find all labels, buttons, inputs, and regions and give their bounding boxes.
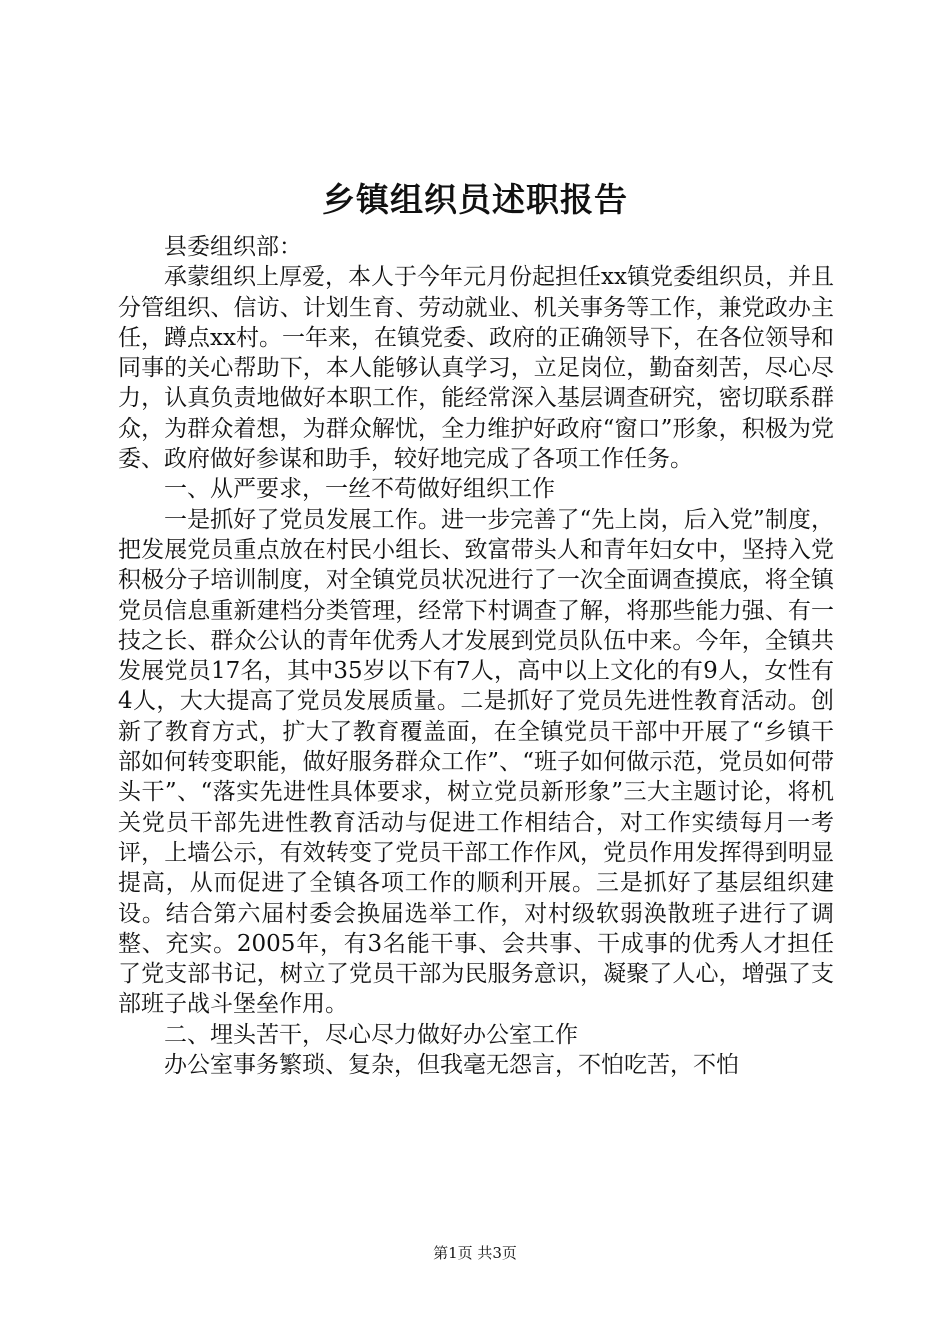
paragraph-organization: 一是抓好了党员发展工作。进一步完善了“先上岗，后入党”制度，把发展党员重点放在村民小组长、致富带头人和青年妇女中，坚持入党积极分子培训制度，对全镇党员状况进行了一次全面调查摸底，将全镇党员信息重新建档分类管理，经常下村调查了解，将那些能力强、有一技之长、群众公认的青年优秀人才发展到党员队伍中来。今年，全镇共发展党员17名，其中35岁以下有7人，高中以上文化的有9人，女性有4人，大大提高了党员发展质量。二是抓好了党员先进性教育活动。创新了教育方式，扩大了教育覆盖面，在全镇党员干部中开展了“乡镇干部如何转变职能，做好服务群众工作”、“班子如何做示范，党员如何带头干”、“落实先进性具体要求，树立党员新形象”三大主题讨论，将机关党员干部先进性教育活动与促进工作相结合，对工作实绩每月一考评，上墙公示，有效转变了党员干部工作作风，党员作用发挥得到明显提高，从而促进了全镇各项工作的顺利开展。三是抓好了基层组织建设。结合第六届村委会换届选举工作，对村级软弱涣散班子进行了调整、充实。2005年，有3名能干事、会共事、干成事的优秀人才担任了党支部书记，树立了党员干部为民服务意识，凝聚了人心，增强了支部班子战斗堡垒作用。 (118, 506, 834, 1018)
paragraph-office: 办公室事务繁琐、复杂，但我毫无怨言，不怕吃苦，不怕 (164, 1052, 739, 1079)
section-heading-1: 一、从严要求，一丝不苟做好组织工作 (164, 476, 555, 503)
section-heading-2: 二、埋头苦干，尽心尽力做好办公室工作 (164, 1021, 578, 1048)
paragraph-intro: 承蒙组织上厚爱，本人于今年元月份起担任xx镇党委组织员，并且分管组织、信访、计划生育、劳动就业、机关事务等工作，兼党政办主任，蹲点xx村。一年来，在镇党委、政府的正确领导下，在各位领导和同事的关心帮助下，本人能够认真学习，立足岗位，勤奋刻苦，尽心尽力，认真负责地做好本职工作，能经常深入基层调查研究，密切联系群众，为群众着想，为群众解忧，全力维护好政府“窗口”形象，积极为党委、政府做好参谋和助手，较好地完成了各项工作任务。 (118, 264, 834, 473)
page-footer: 第1页 共3页 (433, 1244, 517, 1262)
salutation: 县委组织部： (164, 234, 302, 260)
document-title: 乡镇组织员述职报告 (322, 180, 628, 219)
document-body (118, 232, 834, 1080)
